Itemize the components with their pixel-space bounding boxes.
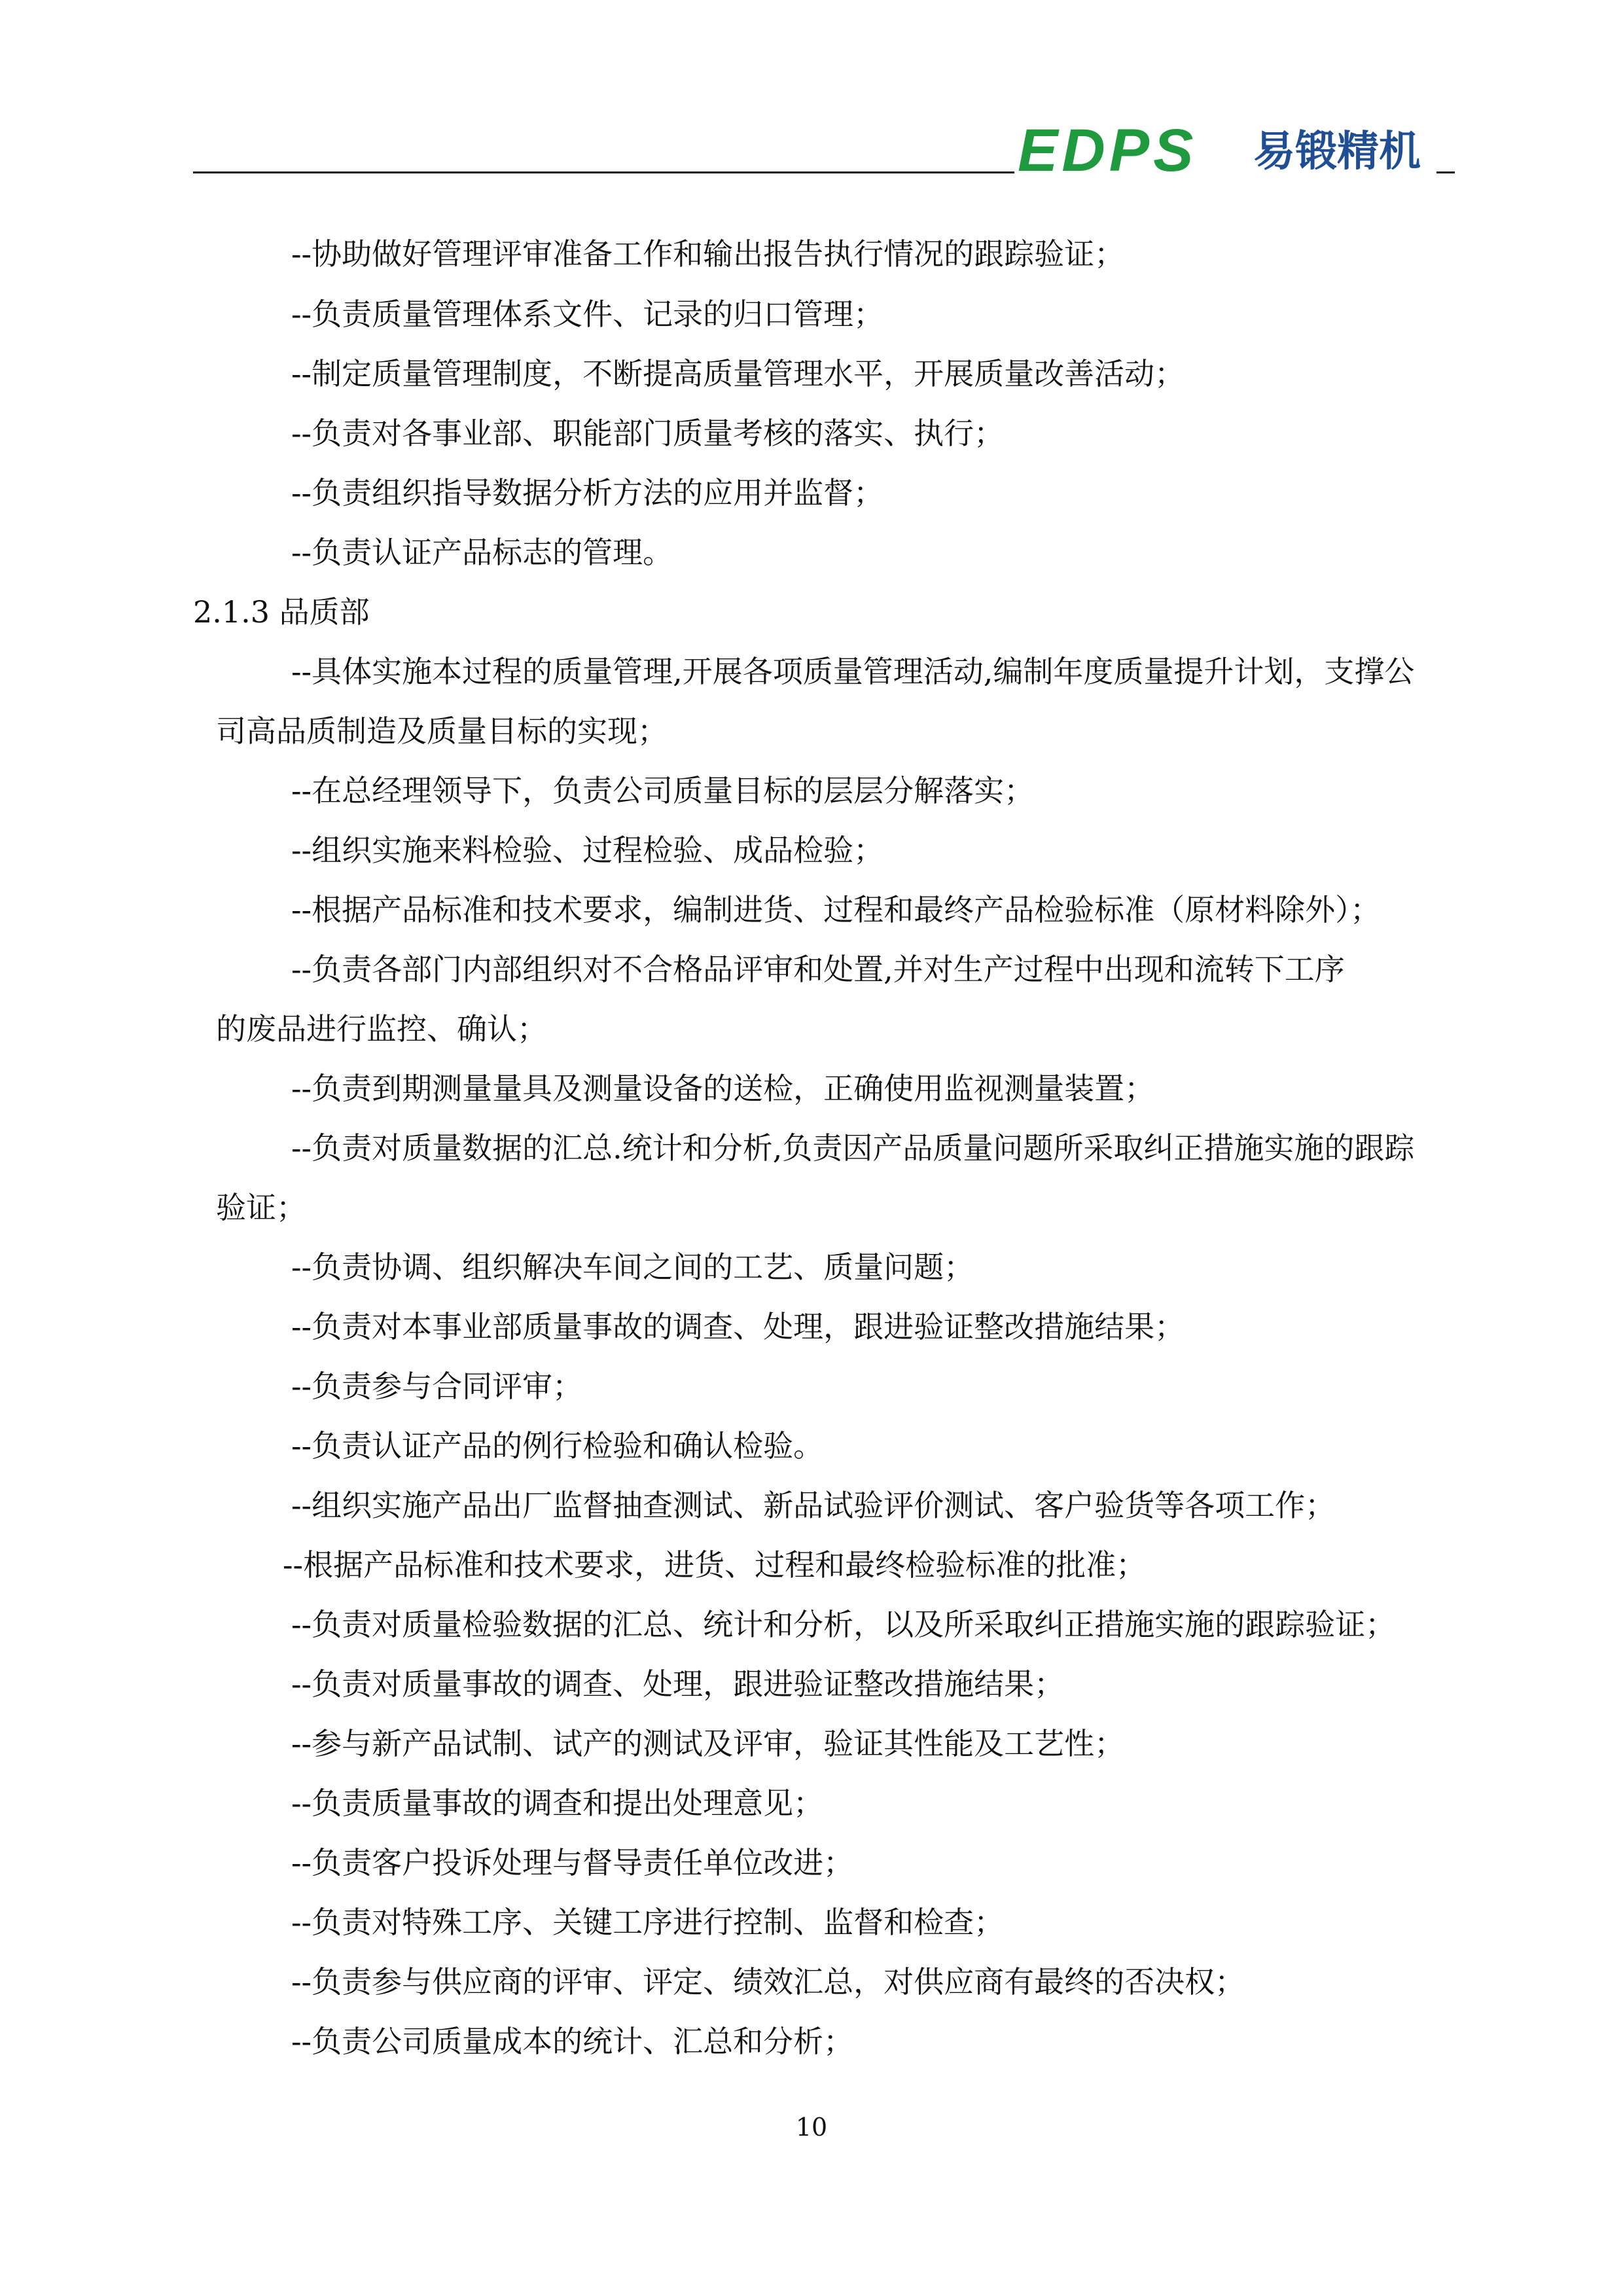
header-rule-end (1436, 171, 1455, 173)
company-logo (1018, 118, 1436, 183)
list-item: --在总经理领导下，负责公司质量目标的层层分解落实； (291, 773, 1035, 808)
list-item: --负责客户投诉处理与督导责任单位改进； (291, 1845, 854, 1880)
list-item: --负责质量管理体系文件、记录的归口管理； (291, 296, 884, 332)
list-item: --负责对质量数据的汇总.统计和分析,负责因产品质量问题所采取纠正措施实施的跟踪 (291, 1130, 1415, 1166)
list-item: --负责对质量事故的调查、处理，跟进验证整改措施结果； (291, 1666, 1065, 1702)
list-item: --负责对各事业部、职能部门质量考核的落实、执行； (291, 416, 1005, 451)
list-item: --负责组织指导数据分析方法的应用并监督； (291, 475, 884, 511)
page-number: 10 (795, 2113, 828, 2142)
list-item: --负责质量事故的调查和提出处理意见； (291, 1785, 824, 1821)
list-item: --负责参与合同评审； (291, 1369, 583, 1404)
list-item-continuation: 司高品质制造及质量目标的实现； (216, 713, 668, 749)
list-item: --负责对本事业部质量事故的调查、处理，跟进验证整改措施结果； (291, 1309, 1185, 1344)
company-name: 易锻精机 (1253, 128, 1421, 176)
list-item: --制定质量管理制度，不断提高质量管理水平，开展质量改善活动； (291, 356, 1185, 391)
list-item: --负责协调、组织解决车间之间的工艺、质量问题； (291, 1249, 974, 1285)
list-item: --负责公司质量成本的统计、汇总和分析； (291, 2024, 854, 2059)
list-item-continuation: 的废品进行监控、确认； (216, 1011, 547, 1047)
header-rule (193, 171, 1014, 173)
list-item: --根据产品标准和技术要求，编制进货、过程和最终产品检验标准（原材料除外）； (291, 892, 1381, 927)
list-item-continuation: 验证； (216, 1190, 306, 1225)
list-item: --具体实施本过程的质量管理,开展各项质量管理活动,编制年度质量提升计划，支撑公 (291, 654, 1415, 689)
list-item: --负责到期测量量具及测量设备的送检，正确使用监视测量装置； (291, 1071, 1155, 1106)
logo-mark: EDPS (1018, 117, 1198, 184)
list-item: --负责对特殊工序、关键工序进行控制、监督和检查； (291, 1905, 1005, 1940)
list-item: --组织实施产品出厂监督抽查测试、新品试验评价测试、客户验货等各项工作； (291, 1488, 1336, 1523)
list-item: --负责认证产品的例行检验和确认检验。 (291, 1428, 824, 1463)
list-item: --负责参与供应商的评审、评定、绩效汇总，对供应商有最终的否决权； (291, 1964, 1245, 2000)
list-item: --组织实施来料检验、过程检验、成品检验； (291, 833, 884, 868)
section-heading: 2.1.3 品质部 (193, 594, 370, 630)
list-item: --协助做好管理评审准备工作和输出报告执行情况的跟踪验证； (291, 236, 1125, 272)
list-item: --负责各部门内部组织对不合格品评审和处置,并对生产过程中出现和流转下工序 (291, 952, 1345, 987)
list-item: --参与新产品试制、试产的测试及评审，验证其性能及工艺性； (291, 1726, 1125, 1761)
list-item: --负责认证产品标志的管理。 (291, 535, 673, 570)
list-item: --根据产品标准和技术要求，进货、过程和最终检验标准的批准； (283, 1547, 1147, 1583)
list-item: --负责对质量检验数据的汇总、统计和分析，以及所采取纠正措施实施的跟踪验证； (291, 1607, 1396, 1642)
